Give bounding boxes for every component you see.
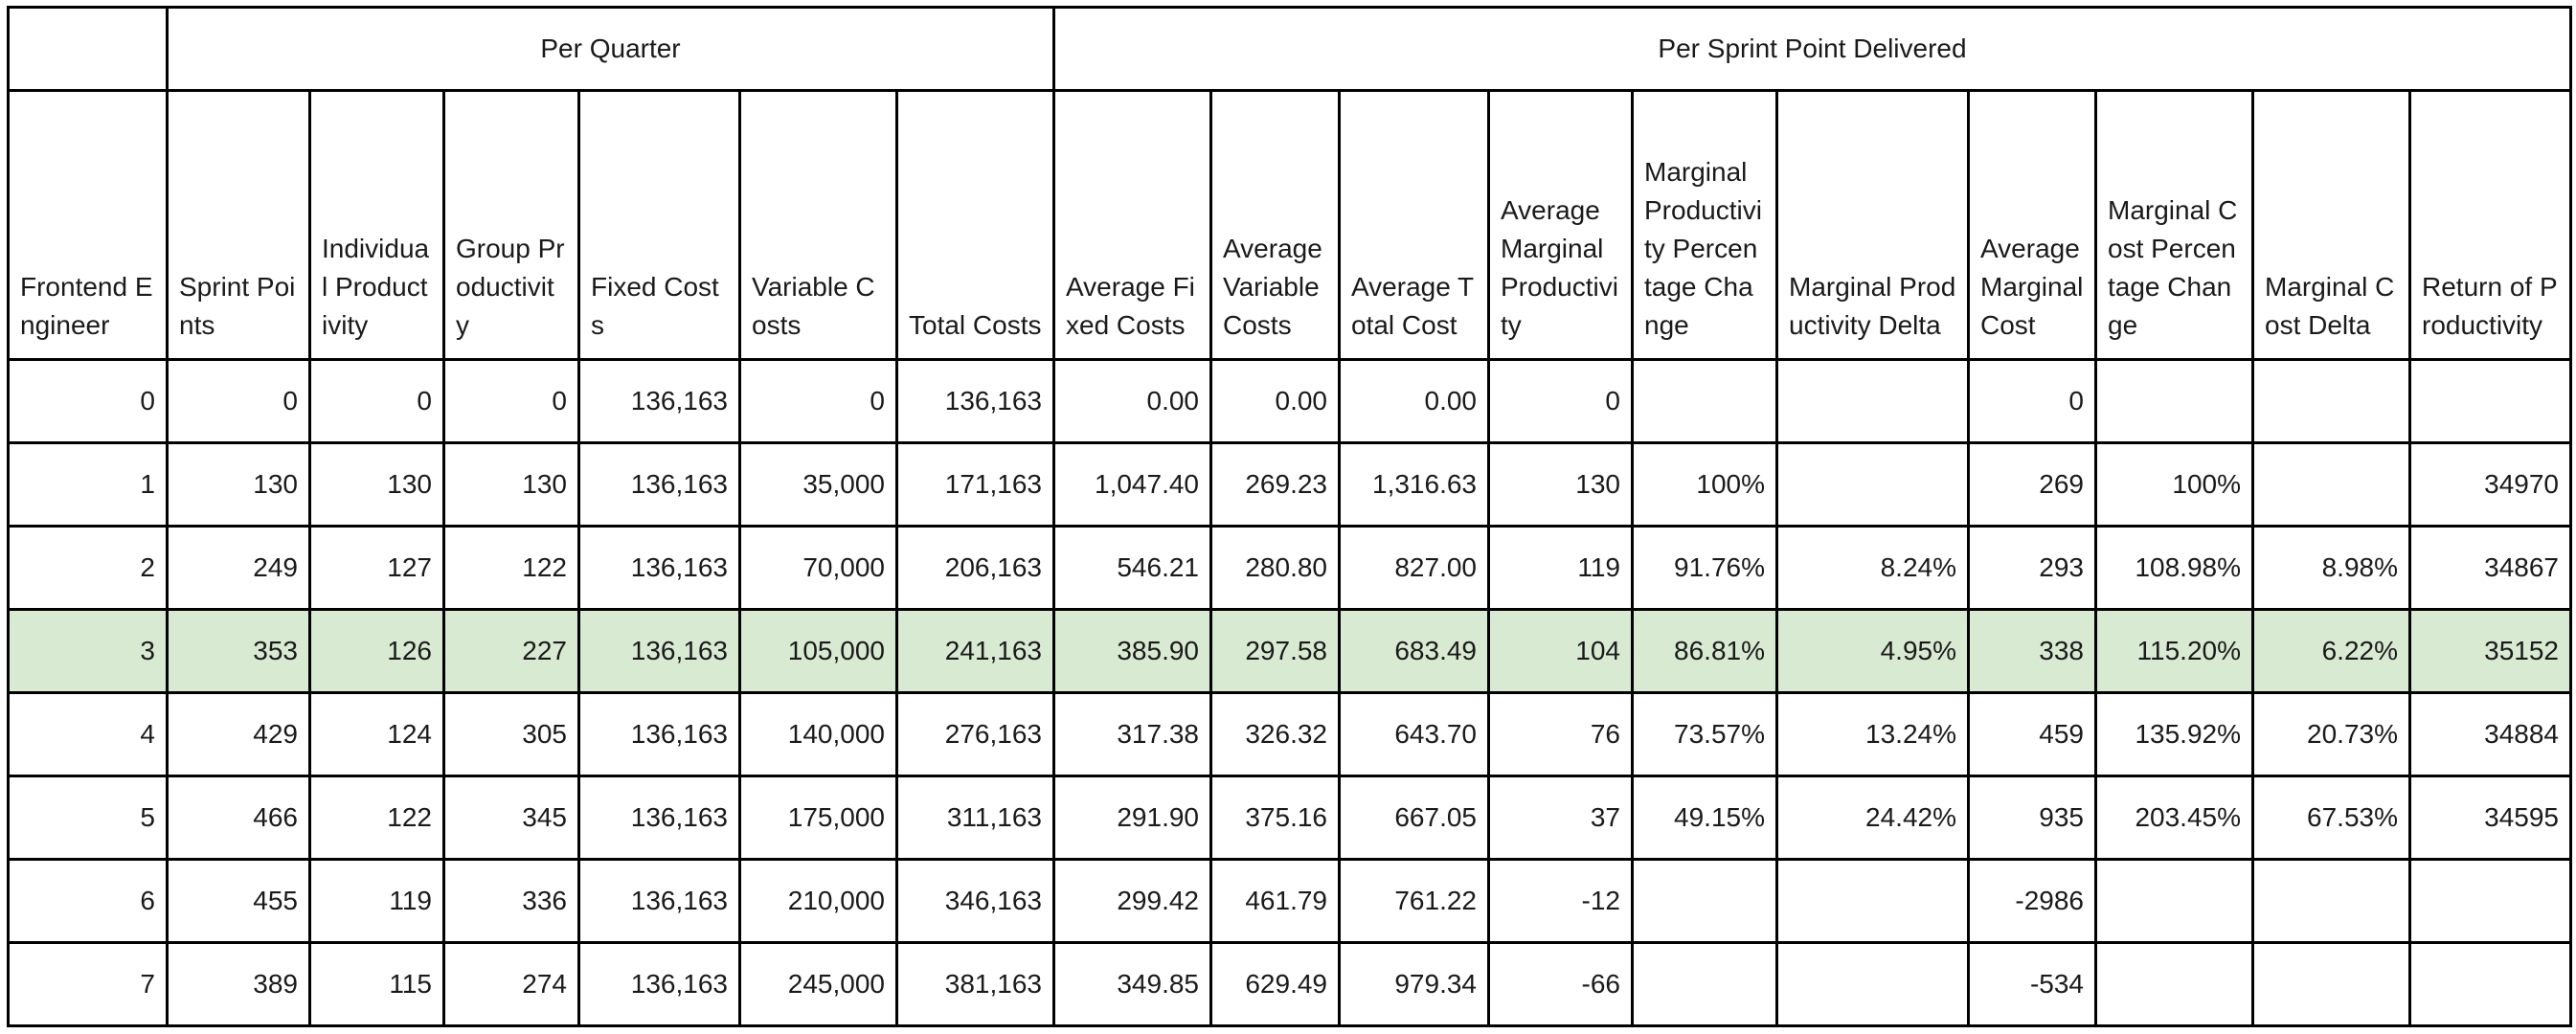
table-cell[interactable]: 171,163 [897,443,1054,527]
table-cell[interactable]: 104 [1489,610,1633,693]
table-cell[interactable]: 136,163 [579,693,740,776]
table-cell[interactable]: 1 [9,443,168,527]
table-cell[interactable]: 136,163 [579,360,740,443]
table-cell[interactable]: 136,163 [579,610,740,693]
table-cell[interactable] [2253,360,2410,443]
column-header[interactable]: Average Marginal Productivity [1489,91,1633,360]
table-cell[interactable]: 349.85 [1054,943,1211,1026]
table-cell[interactable]: 459 [1969,693,2096,776]
table-cell[interactable]: 136,163 [579,776,740,860]
table-row [9,443,2571,527]
table-cell[interactable] [2096,860,2253,943]
column-header[interactable]: Variable Costs [740,91,897,360]
table-cell[interactable]: 119 [310,860,444,943]
corner-cell[interactable] [9,8,168,91]
table-cell[interactable] [2253,943,2410,1026]
table-cell[interactable]: 135.92% [2096,693,2253,776]
table-cell[interactable]: 0 [1489,360,1633,443]
table-cell[interactable]: 175,000 [740,776,897,860]
table-cell[interactable]: 140,000 [740,693,897,776]
table-cell[interactable]: 70,000 [740,527,897,610]
column-header[interactable]: Return of Productivity [2410,91,2571,360]
table-cell[interactable]: 136,163 [579,527,740,610]
table-cell[interactable]: -2986 [1969,860,2096,943]
table-cell[interactable]: 293 [1969,527,2096,610]
table-cell[interactable] [2410,860,2571,943]
table-cell[interactable]: 203.45% [2096,776,2253,860]
table-cell[interactable]: 76 [1489,693,1633,776]
table-cell[interactable]: 122 [444,527,579,610]
table-cell[interactable]: 466 [168,776,310,860]
table-cell[interactable]: 8.24% [1777,527,1969,610]
table-cell[interactable]: 276,163 [897,693,1054,776]
column-header[interactable]: Marginal Cost Percentage Change [2096,91,2253,360]
table-cell[interactable] [2410,943,2571,1026]
column-header[interactable]: Total Costs [897,91,1054,360]
table-cell[interactable]: 130 [310,443,444,527]
table-cell[interactable] [2096,943,2253,1026]
table-cell[interactable]: 761.22 [1340,860,1489,943]
table-cell[interactable]: 274 [444,943,579,1026]
table-cell[interactable]: 346,163 [897,860,1054,943]
table-cell[interactable]: 385.90 [1054,610,1211,693]
column-header[interactable]: Average Variable Costs [1211,91,1340,360]
productivity-table [7,6,2572,1027]
table-cell[interactable]: 4 [9,693,168,776]
table-cell[interactable]: 8.98% [2253,527,2410,610]
table-cell[interactable]: 381,163 [897,943,1054,1026]
table-cell[interactable]: 73.57% [1633,693,1777,776]
table-cell[interactable]: 130 [444,443,579,527]
table-cell[interactable]: 667.05 [1340,776,1489,860]
table-cell[interactable] [2410,360,2571,443]
table-row [9,860,2571,943]
table-cell[interactable]: -66 [1489,943,1633,1026]
table-cell[interactable]: -12 [1489,860,1633,943]
table-cell[interactable]: 7 [9,943,168,1026]
table-cell[interactable]: 67.53% [2253,776,2410,860]
column-header[interactable]: Marginal Productivity Percentage Change [1633,91,1777,360]
table-cell[interactable]: 280.80 [1211,527,1340,610]
table-cell[interactable]: 100% [1633,443,1777,527]
table-cell[interactable]: 34595 [2410,776,2571,860]
table-cell[interactable] [2253,443,2410,527]
table-cell[interactable]: 0 [9,360,168,443]
table-cell[interactable] [1633,360,1777,443]
table-cell[interactable]: 338 [1969,610,2096,693]
table-cell[interactable]: 37 [1489,776,1633,860]
table-cell[interactable]: 0 [168,360,310,443]
table-cell[interactable]: 206,163 [897,527,1054,610]
table-cell[interactable]: 629.49 [1211,943,1340,1026]
table-cell[interactable]: 115.20% [2096,610,2253,693]
table-row [9,527,2571,610]
table-cell[interactable]: 2 [9,527,168,610]
column-header[interactable]: Fixed Costs [579,91,740,360]
table-cell[interactable]: 130 [168,443,310,527]
table-cell[interactable]: 124 [310,693,444,776]
table-cell[interactable]: 461.79 [1211,860,1340,943]
table-cell[interactable]: 455 [168,860,310,943]
table-cell[interactable]: 6 [9,860,168,943]
table-cell[interactable]: 136,163 [897,360,1054,443]
table-cell[interactable]: 108.98% [2096,527,2253,610]
spreadsheet [7,6,2572,1027]
table-cell[interactable]: 336 [444,860,579,943]
table-cell[interactable]: 100% [2096,443,2253,527]
table-cell[interactable]: 299.42 [1054,860,1211,943]
table-cell[interactable]: 136,163 [579,860,740,943]
table-cell[interactable]: 86.81% [1633,610,1777,693]
table-cell[interactable]: 119 [1489,527,1633,610]
table-cell[interactable]: 353 [168,610,310,693]
table-cell[interactable]: 326.32 [1211,693,1340,776]
table-cell[interactable]: 127 [310,527,444,610]
table-cell[interactable]: 210,000 [740,860,897,943]
table-cell[interactable]: 130 [1489,443,1633,527]
table-cell[interactable]: 4.95% [1777,610,1969,693]
table-cell[interactable]: 269 [1969,443,2096,527]
table-cell[interactable]: 241,163 [897,610,1054,693]
table-cell[interactable]: 49.15% [1633,776,1777,860]
column-header[interactable]: Sprint Points [168,91,310,360]
table-cell[interactable] [1633,860,1777,943]
table-cell[interactable]: 0 [444,360,579,443]
table-cell[interactable]: -534 [1969,943,2096,1026]
table-cell[interactable] [1777,443,1969,527]
table-cell[interactable]: 24.42% [1777,776,1969,860]
table-cell[interactable]: 935 [1969,776,2096,860]
table-cell[interactable]: 20.73% [2253,693,2410,776]
table-cell[interactable]: 0 [1969,360,2096,443]
column-header[interactable]: Marginal Productivity Delta [1777,91,1969,360]
table-cell[interactable]: 3 [9,610,168,693]
table-cell[interactable] [2096,360,2253,443]
column-header[interactable]: Individual Productivity [310,91,444,360]
table-cell[interactable] [1777,943,1969,1026]
table-cell[interactable]: 35,000 [740,443,897,527]
table-cell[interactable]: 317.38 [1054,693,1211,776]
table-cell[interactable]: 136,163 [579,943,740,1026]
group-header-row [9,8,2571,91]
table-cell[interactable]: 13.24% [1777,693,1969,776]
table-row [9,776,2571,860]
table-cell[interactable]: 115 [310,943,444,1026]
table-cell[interactable]: 35152 [2410,610,2571,693]
table-cell[interactable]: 546.21 [1054,527,1211,610]
group-header-per-quarter[interactable]: Per Quarter [168,8,1054,91]
table-cell[interactable]: 105,000 [740,610,897,693]
table-cell[interactable]: 269.23 [1211,443,1340,527]
table-cell[interactable]: 1,316.63 [1340,443,1489,527]
table-cell[interactable] [1777,360,1969,443]
table-cell[interactable]: 683.49 [1340,610,1489,693]
table-cell[interactable]: 1,047.40 [1054,443,1211,527]
table-cell[interactable]: 429 [168,693,310,776]
table-cell[interactable]: 305 [444,693,579,776]
table-cell[interactable]: 979.34 [1340,943,1489,1026]
table-cell[interactable]: 0 [310,360,444,443]
table-cell[interactable]: 0.00 [1211,360,1340,443]
table-row [9,693,2571,776]
table-cell[interactable] [1777,860,1969,943]
table-cell[interactable]: 0.00 [1054,360,1211,443]
table-cell[interactable]: 0 [740,360,897,443]
table-cell[interactable]: 122 [310,776,444,860]
column-header[interactable]: Average Fixed Costs [1054,91,1211,360]
table-cell[interactable]: 291.90 [1054,776,1211,860]
column-header[interactable]: Marginal Cost Delta [2253,91,2410,360]
table-cell[interactable]: 227 [444,610,579,693]
table-cell[interactable]: 345 [444,776,579,860]
column-header[interactable]: Average Marginal Cost [1969,91,2096,360]
table-cell[interactable]: 136,163 [579,443,740,527]
table-cell[interactable] [2253,860,2410,943]
table-cell[interactable]: 34970 [2410,443,2571,527]
table-row [9,943,2571,1026]
table-cell[interactable]: 6.22% [2253,610,2410,693]
table-cell[interactable]: 0.00 [1340,360,1489,443]
column-header[interactable]: Frontend Engineer [9,91,168,360]
table-cell[interactable]: 827.00 [1340,527,1489,610]
table-cell[interactable]: 245,000 [740,943,897,1026]
table-cell[interactable]: 389 [168,943,310,1026]
table-cell[interactable]: 34867 [2410,527,2571,610]
column-header[interactable]: Group Productivity [444,91,579,360]
table-cell[interactable]: 249 [168,527,310,610]
table-cell[interactable]: 91.76% [1633,527,1777,610]
column-header-row [9,91,2571,360]
table-cell[interactable]: 126 [310,610,444,693]
table-cell[interactable]: 375.16 [1211,776,1340,860]
table-row [9,360,2571,443]
table-cell[interactable]: 5 [9,776,168,860]
table-cell[interactable]: 297.58 [1211,610,1340,693]
table-row [9,610,2571,693]
group-header-per-sprint[interactable]: Per Sprint Point Delivered [1054,8,2571,91]
table-cell[interactable]: 34884 [2410,693,2571,776]
table-cell[interactable]: 643.70 [1340,693,1489,776]
column-header[interactable]: Average Total Cost [1340,91,1489,360]
table-cell[interactable] [1633,943,1777,1026]
table-cell[interactable]: 311,163 [897,776,1054,860]
